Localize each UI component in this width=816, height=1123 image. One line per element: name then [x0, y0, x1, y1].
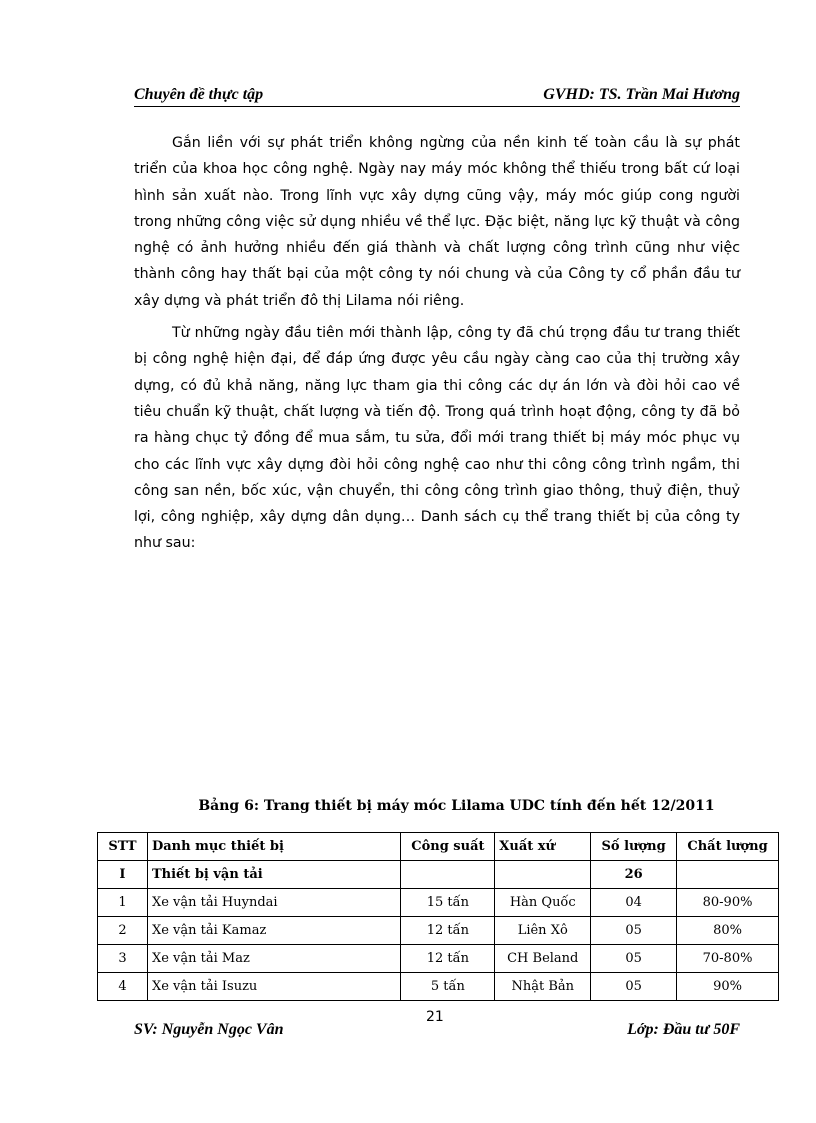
section-qty: 26 [591, 861, 677, 889]
col-header-quality: Chất lượng [677, 833, 779, 861]
col-header-qty: Số lượng [591, 833, 677, 861]
table-row [98, 889, 779, 917]
col-header-power: Công suất [401, 833, 495, 861]
cell-power: 5 tấn [401, 973, 495, 1001]
cell-quality: 70-80% [677, 945, 779, 973]
cell-qty: 05 [591, 973, 677, 1001]
section-origin [495, 861, 591, 889]
table-row [98, 945, 779, 973]
equipment-table [97, 832, 779, 1001]
cell-power: 15 tấn [401, 889, 495, 917]
cell-origin: Liên Xô [495, 917, 591, 945]
footer-class: Lớp: Đầu tư 50F [627, 1021, 740, 1038]
cell-quality: 90% [677, 973, 779, 1001]
col-header-stt: STT [98, 833, 148, 861]
table-header-row [98, 833, 779, 861]
cell-origin: Nhật Bản [495, 973, 591, 1001]
cell-stt: 4 [98, 973, 148, 1001]
page-footer [134, 1009, 740, 1039]
col-header-name: Danh mục thiết bị [147, 833, 400, 861]
header-right-advisor: GVHD: TS. Trần Mai Hương [543, 86, 740, 103]
table-row [98, 917, 779, 945]
cell-name: Xe vận tải Maz [147, 945, 400, 973]
cell-origin: Hàn Quốc [495, 889, 591, 917]
section-name: Thiết bị vận tải [147, 861, 400, 889]
cell-power: 12 tấn [401, 945, 495, 973]
header-left-title: Chuyên đề thực tập [134, 86, 264, 103]
cell-name: Xe vận tải Kamaz [147, 917, 400, 945]
section-quality [677, 861, 779, 889]
paragraph: Từ những ngày đầu tiên mới thành lập, công ty đã chú trọng đầu tư trang thiết bị công nghệ hiện đại, để đáp ứng được yêu cầu ngày càng cao của thị trường xây dựng, có đủ khả năng, năng lực tham gia thi công các dự án lớn và đòi hỏi cao về tiêu chuẩn kỹ thuật, chất lượng và tiến độ. Trong quá trình hoạt động, công ty đã bỏ ra hàng chục tỷ đồng để mua sắm, tu sửa, đổi mới trang thiết bị máy móc phục vụ cho các lĩnh vực xây dựng đòi hỏi công nghệ cao như thi công công trình ngầm, thi công san nền, bốc xúc, vận chuyển, thi công công trình giao thông, thuỷ điện, thuỷ lợi, công nghiệp, xây dựng dân dụng… Danh sách cụ thể trang thiết bị của công ty như sau: [134, 325, 740, 552]
table-caption: Bảng 6: Trang thiết bị máy móc Lilama UDC tính đến hết 12/2011 [198, 798, 715, 814]
footer-student: SV: Nguyễn Ngọc Vân [134, 1021, 284, 1038]
cell-stt: 3 [98, 945, 148, 973]
table-section-row [98, 861, 779, 889]
cell-qty: 05 [591, 945, 677, 973]
cell-power: 12 tấn [401, 917, 495, 945]
section-stt: I [98, 861, 148, 889]
page-number: 21 [426, 1009, 444, 1025]
cell-qty: 05 [591, 917, 677, 945]
table-row [98, 973, 779, 1001]
page-header [134, 84, 740, 107]
cell-stt: 1 [98, 889, 148, 917]
cell-name: Xe vận tải Isuzu [147, 973, 400, 1001]
section-power [401, 861, 495, 889]
col-header-origin: Xuất xứ [495, 833, 591, 861]
cell-qty: 04 [591, 889, 677, 917]
cell-origin: CH Beland [495, 945, 591, 973]
body-text [134, 130, 740, 563]
paragraph: Gắn liền với sự phát triển không ngừng của nền kinh tế toàn cầu là sự phát triển của khoa học công nghệ. Ngày nay máy móc không thể thiếu trong bất cứ loại hình sản xuất nào. Trong lĩnh vực xây dựng cũng vậy, máy móc giúp cong người trong những công việc sử dụng nhiều về thể lực. Đặc biệt, năng lực kỹ thuật và công nghệ có ảnh hưởng nhiều đến giá thành và chất lượng công trình cũng như việc thành công hay thất bại của một công ty nói chung và của Công ty cổ phần đầu tư xây dựng và phát triển đô thị Lilama nói riêng. [134, 135, 740, 309]
cell-quality: 80-90% [677, 889, 779, 917]
cell-name: Xe vận tải Huyndai [147, 889, 400, 917]
cell-stt: 2 [98, 917, 148, 945]
cell-quality: 80% [677, 917, 779, 945]
